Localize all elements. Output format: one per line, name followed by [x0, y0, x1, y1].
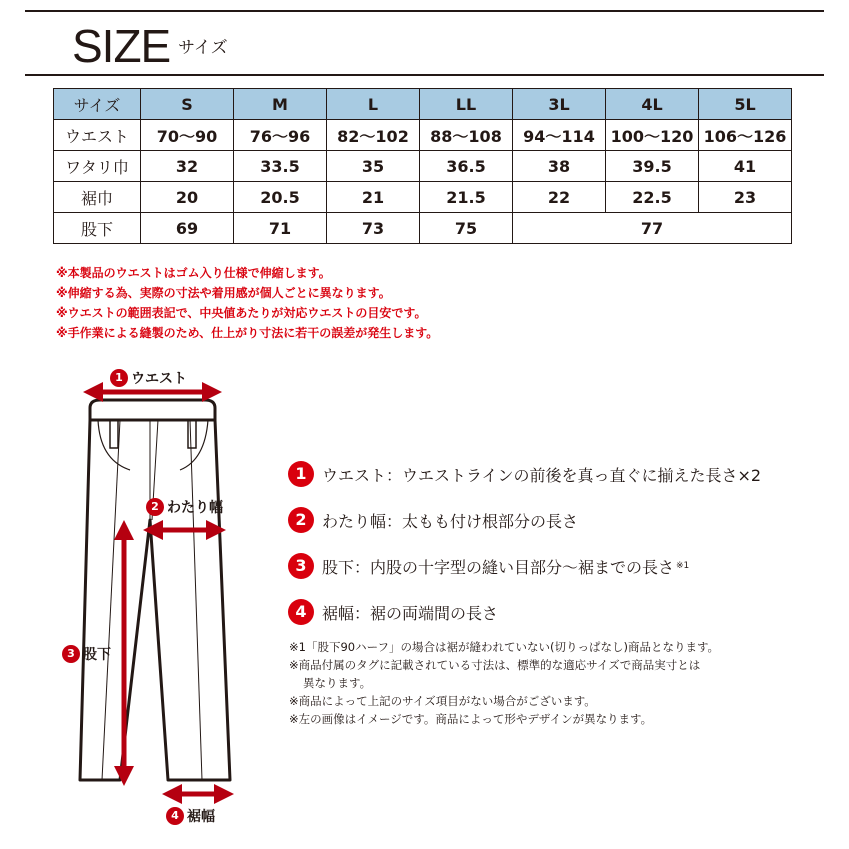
table-row	[54, 120, 792, 151]
table-cell: 35	[327, 151, 420, 182]
row-label: 股下	[54, 213, 141, 244]
hem-label	[166, 806, 215, 826]
table-cell: 20	[141, 182, 234, 213]
table-cell: 22.5	[606, 182, 699, 213]
thigh-label-text: わたり幅	[167, 500, 223, 516]
table-header-cell: LL	[420, 89, 513, 120]
hem-label-text: 裾幅	[187, 809, 215, 825]
legend-text: 股下：内股の十字型の縫い目部分〜裾までの長さ	[322, 557, 675, 577]
table-cell: 70〜90	[141, 120, 234, 151]
note-line: ※本製品のウエストはゴム入り仕様で伸縮します。	[56, 266, 331, 280]
table-cell: 82〜102	[327, 120, 420, 151]
table-cell: 71	[234, 213, 327, 244]
number-badge: 2	[146, 498, 164, 516]
table-header-cell: 3L	[513, 89, 606, 120]
title-rule	[25, 74, 824, 76]
table-cell: 77	[513, 213, 792, 244]
table-cell: 32	[141, 151, 234, 182]
legend-text: 裾幅：裾の両端間の長さ	[322, 603, 499, 623]
table-row	[54, 213, 792, 244]
inseam-label	[62, 644, 111, 664]
row-label: ウエスト	[54, 120, 141, 151]
table-cell: 69	[141, 213, 234, 244]
table-header-cell: 5L	[699, 89, 792, 120]
pants-diagram	[40, 360, 280, 830]
table-header-cell: 4L	[606, 89, 699, 120]
table-cell: 41	[699, 151, 792, 182]
waist-label-text: ウエスト	[131, 371, 187, 387]
legend-item	[288, 459, 761, 489]
table-cell: 75	[420, 213, 513, 244]
table-cell: 106〜126	[699, 120, 792, 151]
waist-label	[110, 368, 187, 388]
table-cell: 88〜108	[420, 120, 513, 151]
table-header-row	[54, 89, 792, 120]
number-badge: 1	[288, 461, 314, 487]
table-cell: 22	[513, 182, 606, 213]
thigh-label	[146, 497, 223, 517]
pants-waistband	[90, 400, 215, 420]
table-cell: 23	[699, 182, 792, 213]
legend-text: わたり幅：太もも付け根部分の長さ	[322, 511, 579, 531]
number-badge: 3	[288, 553, 314, 579]
page-subtitle: サイズ	[178, 38, 228, 58]
table-header-cell: S	[141, 89, 234, 120]
legend-item	[288, 551, 689, 581]
number-badge: 2	[288, 507, 314, 533]
size-table	[53, 88, 792, 244]
number-badge: 4	[166, 807, 184, 825]
table-cell: 20.5	[234, 182, 327, 213]
number-badge: 3	[62, 645, 80, 663]
table-cell: 21	[327, 182, 420, 213]
table-cell: 94〜114	[513, 120, 606, 151]
table-cell: 33.5	[234, 151, 327, 182]
row-label: ワタリ巾	[54, 151, 141, 182]
page-title: SIZE	[72, 20, 171, 72]
note-line: ※伸縮する為、実際の寸法や着用感が個人ごとに異なります。	[56, 286, 391, 300]
note-line: ※手作業による縫製のため、仕上がり寸法に若干の誤差が発生します。	[56, 326, 439, 340]
row-label: 裾巾	[54, 182, 141, 213]
table-cell: 76〜96	[234, 120, 327, 151]
fine-print-line: ※1「股下90ハーフ」の場合は裾が縫われていない(切りっぱなし)商品となります。	[289, 640, 720, 654]
legend-footnote-ref: ※1	[676, 561, 690, 571]
fine-print-line: 異なります。	[303, 676, 372, 690]
table-cell: 73	[327, 213, 420, 244]
table-header-cell: サイズ	[54, 89, 141, 120]
note-line: ※ウエストの範囲表記で、中央値あたりが対応ウエストの目安です。	[56, 306, 427, 320]
notes	[56, 263, 438, 343]
top-rule	[25, 10, 824, 12]
legend-text: ウエスト：ウエストラインの前後を真っ直ぐに揃えた長さ×2	[322, 465, 762, 485]
table-header-cell: M	[234, 89, 327, 120]
fine-print-line: ※商品付属のタグに記載されている寸法は、標準的な適応サイズで商品実寸とは	[289, 658, 701, 672]
table-cell: 36.5	[420, 151, 513, 182]
table-cell: 39.5	[606, 151, 699, 182]
number-badge: 4	[288, 599, 314, 625]
table-cell: 21.5	[420, 182, 513, 213]
legend-item	[288, 597, 498, 627]
fine-print	[289, 638, 809, 728]
table-header-cell: L	[327, 89, 420, 120]
table-cell: 100〜120	[606, 120, 699, 151]
legend-item	[288, 505, 578, 535]
fine-print-line: ※商品によって上記のサイズ項目がない場合がございます。	[289, 694, 596, 708]
inseam-label-text: 股下	[83, 647, 111, 663]
number-badge: 1	[110, 369, 128, 387]
table-row	[54, 182, 792, 213]
fine-print-line: ※左の画像はイメージです。商品によって形やデザインが異なります。	[289, 712, 653, 726]
table-cell: 38	[513, 151, 606, 182]
table-row	[54, 151, 792, 182]
